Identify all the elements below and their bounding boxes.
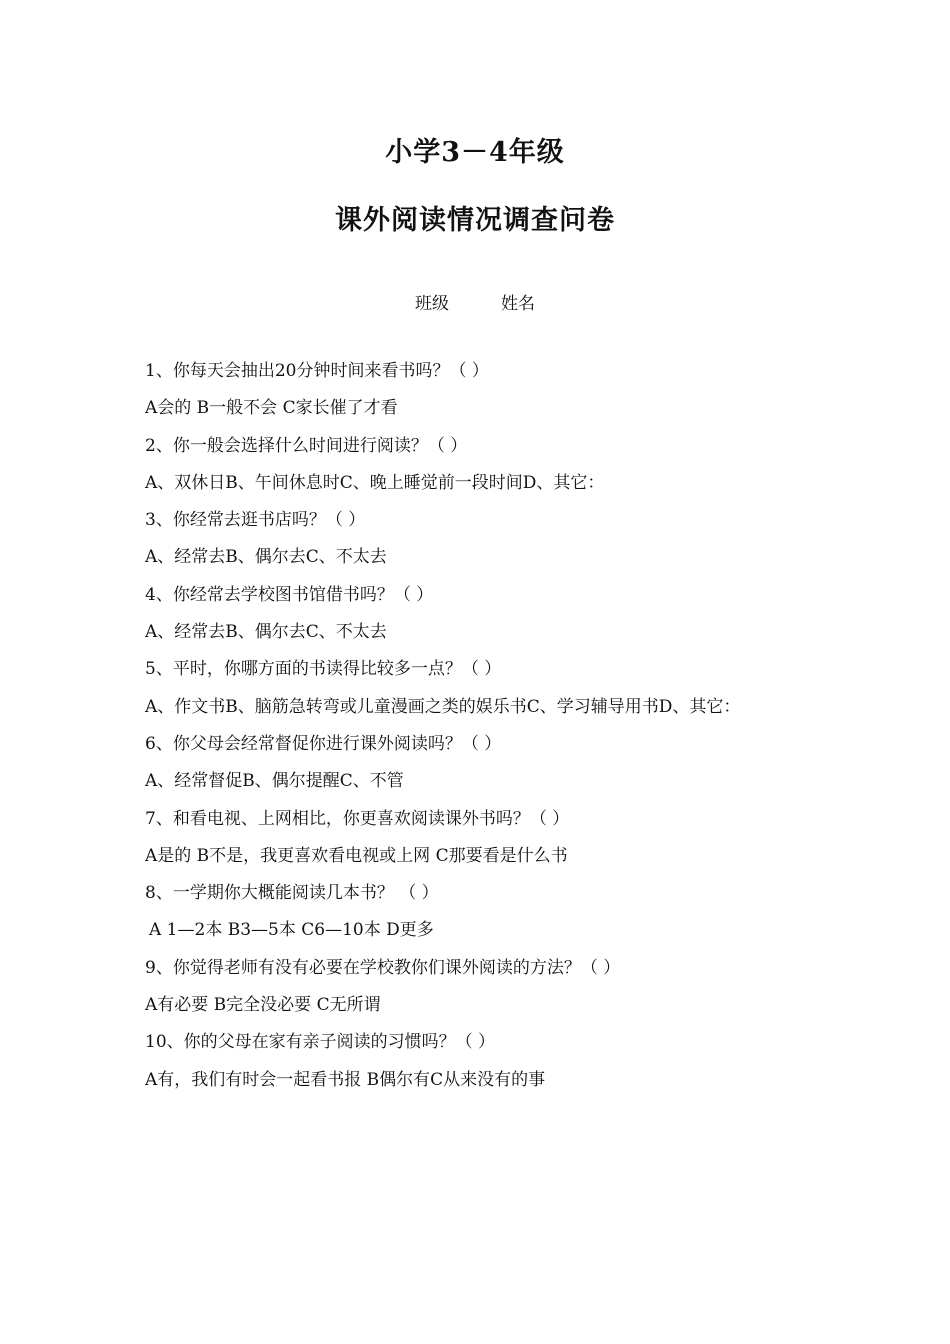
class-label: 班级 [415, 294, 449, 314]
options-8: A 1—2本 B3—5本 C6—10本 D更多 [149, 920, 434, 941]
options-1: A会的 B一般不会 C家长催了才看 [145, 398, 398, 419]
question-7: 7、和看电视、上网相比，你更喜欢阅读课外书吗？（ ） [145, 808, 570, 829]
question-4: 4、你经常去学校图书馆借书吗？（ ） [145, 584, 434, 605]
question-1: 1、你每天会抽出20分钟时间来看书吗？（ ） [145, 361, 489, 381]
name-label: 姓名 [501, 294, 535, 314]
options-4: A、经常去B、偶尔去C、不太去 [145, 622, 387, 643]
question-9: 9、你觉得老师有没有必要在学校教你们课外阅读的方法？（ ） [145, 957, 621, 978]
question-6: 6、你父母会经常督促你进行课外阅读吗？（ ） [145, 733, 502, 754]
question-3: 3、你经常去逛书店吗？（ ） [145, 510, 366, 531]
options-7: A是的 B不是，我更喜欢看电视或上网 C那要看是什么书 [145, 845, 568, 866]
options-10: A有，我们有时会一起看书报 B偶尔有C从来没有的事 [145, 1069, 546, 1090]
question-2: 2、你一般会选择什么时间进行阅读？（ ） [145, 435, 468, 456]
options-6: A、经常督促B、偶尔提醒C、不管 [145, 771, 404, 792]
title-survey: 课外阅读情况调查问卷 [335, 205, 615, 236]
title-grade: 小学3－4年级 [385, 137, 565, 168]
options-9: A有必要 B完全没必要 C无所谓 [145, 995, 381, 1016]
question-5: 5、平时，你哪方面的书读得比较多一点？（ ） [145, 659, 502, 680]
options-5: A、作文书B、脑筋急转弯或儿童漫画之类的娱乐书C、学习辅导用书D、其它： [145, 696, 741, 717]
options-2: A、双休日B、午间休息时C、晚上睡觉前一段时间D、其它： [145, 472, 605, 493]
student-info-line [0, 289, 950, 314]
question-8: 8、一学期你大概能阅读几本书？ （ ） [145, 883, 439, 904]
question-list [145, 358, 935, 1104]
options-3: A、经常去B、偶尔去C、不太去 [145, 547, 387, 568]
question-10: 10、你的父母在家有亲子阅读的习惯吗？（ ） [145, 1032, 496, 1053]
